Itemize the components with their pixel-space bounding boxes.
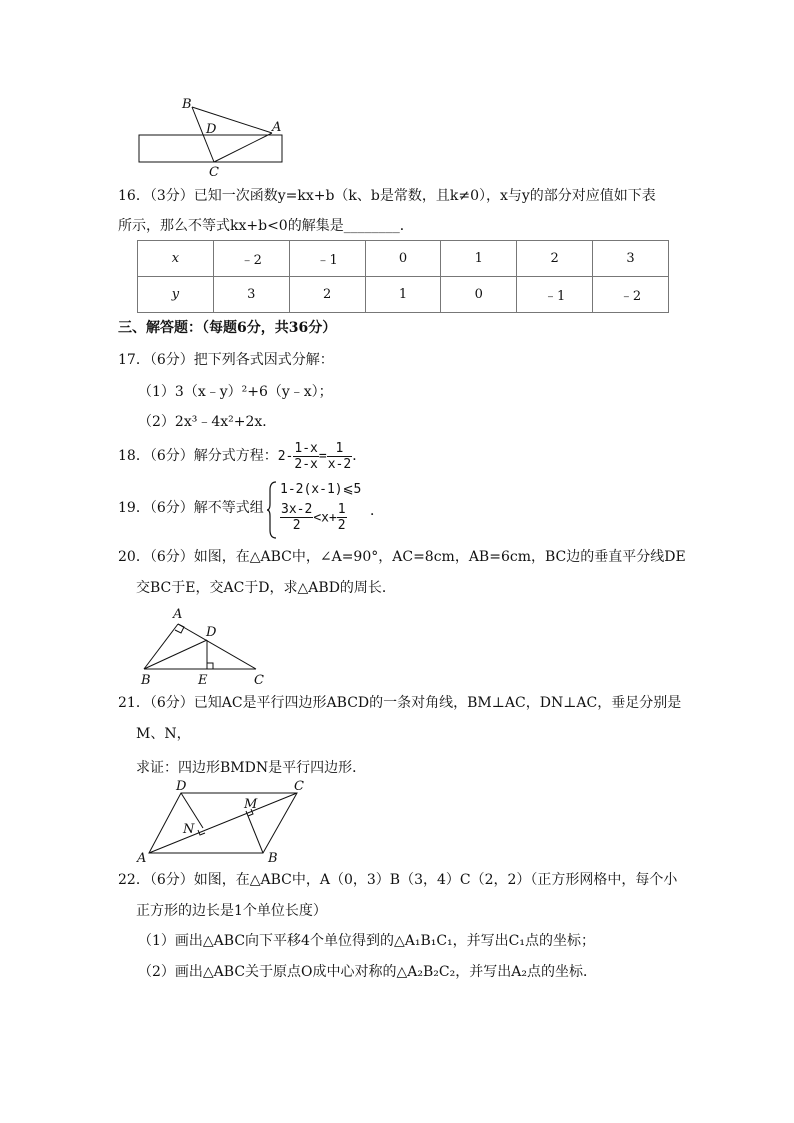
table-cell: 3 — [213, 277, 289, 313]
q22-line2: 正方形的边长是1个单位长度） — [136, 903, 327, 919]
brace-icon — [266, 480, 278, 540]
table-cell: 1 — [365, 277, 441, 313]
fraction-numerator: 1 — [327, 441, 352, 457]
fraction-numerator: 3x-2 — [281, 502, 313, 517]
label-N: N — [183, 822, 195, 837]
q19-mid: <x+ — [313, 510, 337, 526]
q16-value-table — [137, 240, 669, 313]
q22-part2: （2）画出△ABC关于原点O成中心对称的△A₂B₂C₂，并写出A₂点的坐标． — [138, 964, 597, 980]
q18-lead: 2- — [277, 449, 294, 464]
table-cell: 2 — [517, 241, 593, 277]
section-heading: 三、解答题：（每题6分，共36分） — [118, 320, 337, 336]
fraction-denominator: 2 — [337, 518, 346, 533]
q21-figure — [132, 778, 312, 866]
q20-line1: 20．（6分）如图，在△ABC中，∠A=90°，AC=8cm，AB=6cm，BC边的垂直平分线DE — [118, 549, 686, 565]
fraction-denominator: 2-x — [294, 456, 318, 472]
label-C: C — [209, 165, 219, 180]
fraction-numerator: 1-x — [294, 440, 318, 456]
label-E: E — [198, 673, 208, 688]
q20-figure — [138, 606, 268, 688]
q16-line2: 所示，那么不等式kx+b<0的解集是________． — [118, 218, 414, 234]
table-cell: ﹣2 — [593, 277, 669, 313]
label-B: B — [141, 673, 151, 688]
q19-inequality-1: 1-2(x-1)⩽5 — [280, 482, 362, 497]
table-cell: 0 — [441, 277, 517, 313]
q17-part1: （1）3（x﹣y）²+6（y﹣x）； — [138, 384, 333, 400]
fraction-numerator: 1 — [337, 502, 346, 517]
table-head: y — [138, 277, 214, 313]
label-D: D — [206, 122, 217, 137]
table-cell: 3 — [593, 241, 669, 277]
equals-sign: = — [318, 449, 327, 464]
q17-part2: （2）2x³﹣4x²+2x． — [138, 414, 277, 430]
label-M: M — [244, 797, 258, 812]
q20-line2: 交BC于E，交AC于D，求△ABD的周长． — [136, 580, 396, 596]
label-D: D — [176, 779, 187, 794]
q18-fraction-2 — [327, 441, 352, 472]
label-A: A — [173, 607, 183, 622]
q18-fraction-1 — [293, 441, 318, 472]
label-B: B — [268, 851, 278, 866]
fraction-denominator: x-2 — [327, 456, 352, 472]
label-D: D — [206, 625, 217, 640]
label-A: A — [272, 120, 282, 135]
q15-figure — [130, 94, 290, 180]
q21-line1: 21．（6分）已知AC是平行四边形ABCD的一条对角线，BM⊥AC，DN⊥AC，垂足分别是 — [118, 695, 682, 711]
label-B: B — [182, 97, 192, 112]
label-C: C — [254, 673, 264, 688]
table-row-y — [138, 277, 669, 313]
q18-end: ． — [352, 448, 367, 464]
label-A: A — [137, 851, 147, 866]
q19-stem: 19．（6分）解不等式组 — [118, 500, 264, 516]
q21-line2: M、N， — [136, 726, 191, 742]
table-cell: 2 — [289, 277, 365, 313]
table-row-x — [138, 241, 669, 277]
table-cell: 1 — [441, 241, 517, 277]
q21-line3: 求证：四边形BMDN是平行四边形． — [136, 760, 367, 776]
q17-stem: 17．（6分）把下列各式因式分解： — [118, 352, 334, 368]
q18-row — [118, 440, 366, 473]
table-cell: ﹣1 — [517, 277, 593, 313]
table-cell: 0 — [365, 241, 441, 277]
q22-part1: （1）画出△ABC向下平移4个单位得到的△A₁B₁C₁，并写出C₁点的坐标； — [138, 933, 595, 949]
table-head: x — [138, 241, 214, 277]
table-cell: ﹣1 — [289, 241, 365, 277]
q22-line1: 22．（6分）如图，在△ABC中，A（0，3）B（3，4）C（2，2）（正方形网格中，每个小 — [118, 872, 678, 888]
q19-end: ． — [370, 503, 384, 519]
q19-inequality-2 — [280, 502, 347, 533]
table-cell: ﹣2 — [213, 241, 289, 277]
label-C: C — [294, 779, 304, 794]
q19-fraction-2 — [337, 502, 347, 533]
q19-fraction-1 — [280, 502, 313, 533]
q16-line1: 16．（3分）已知一次函数y=kx+b（k、b是常数，且k≠0），x与y的部分对应值如下表 — [118, 188, 656, 204]
q18-stem: 18．（6分）解分式方程： — [118, 448, 278, 464]
fraction-denominator: 2 — [292, 518, 301, 533]
